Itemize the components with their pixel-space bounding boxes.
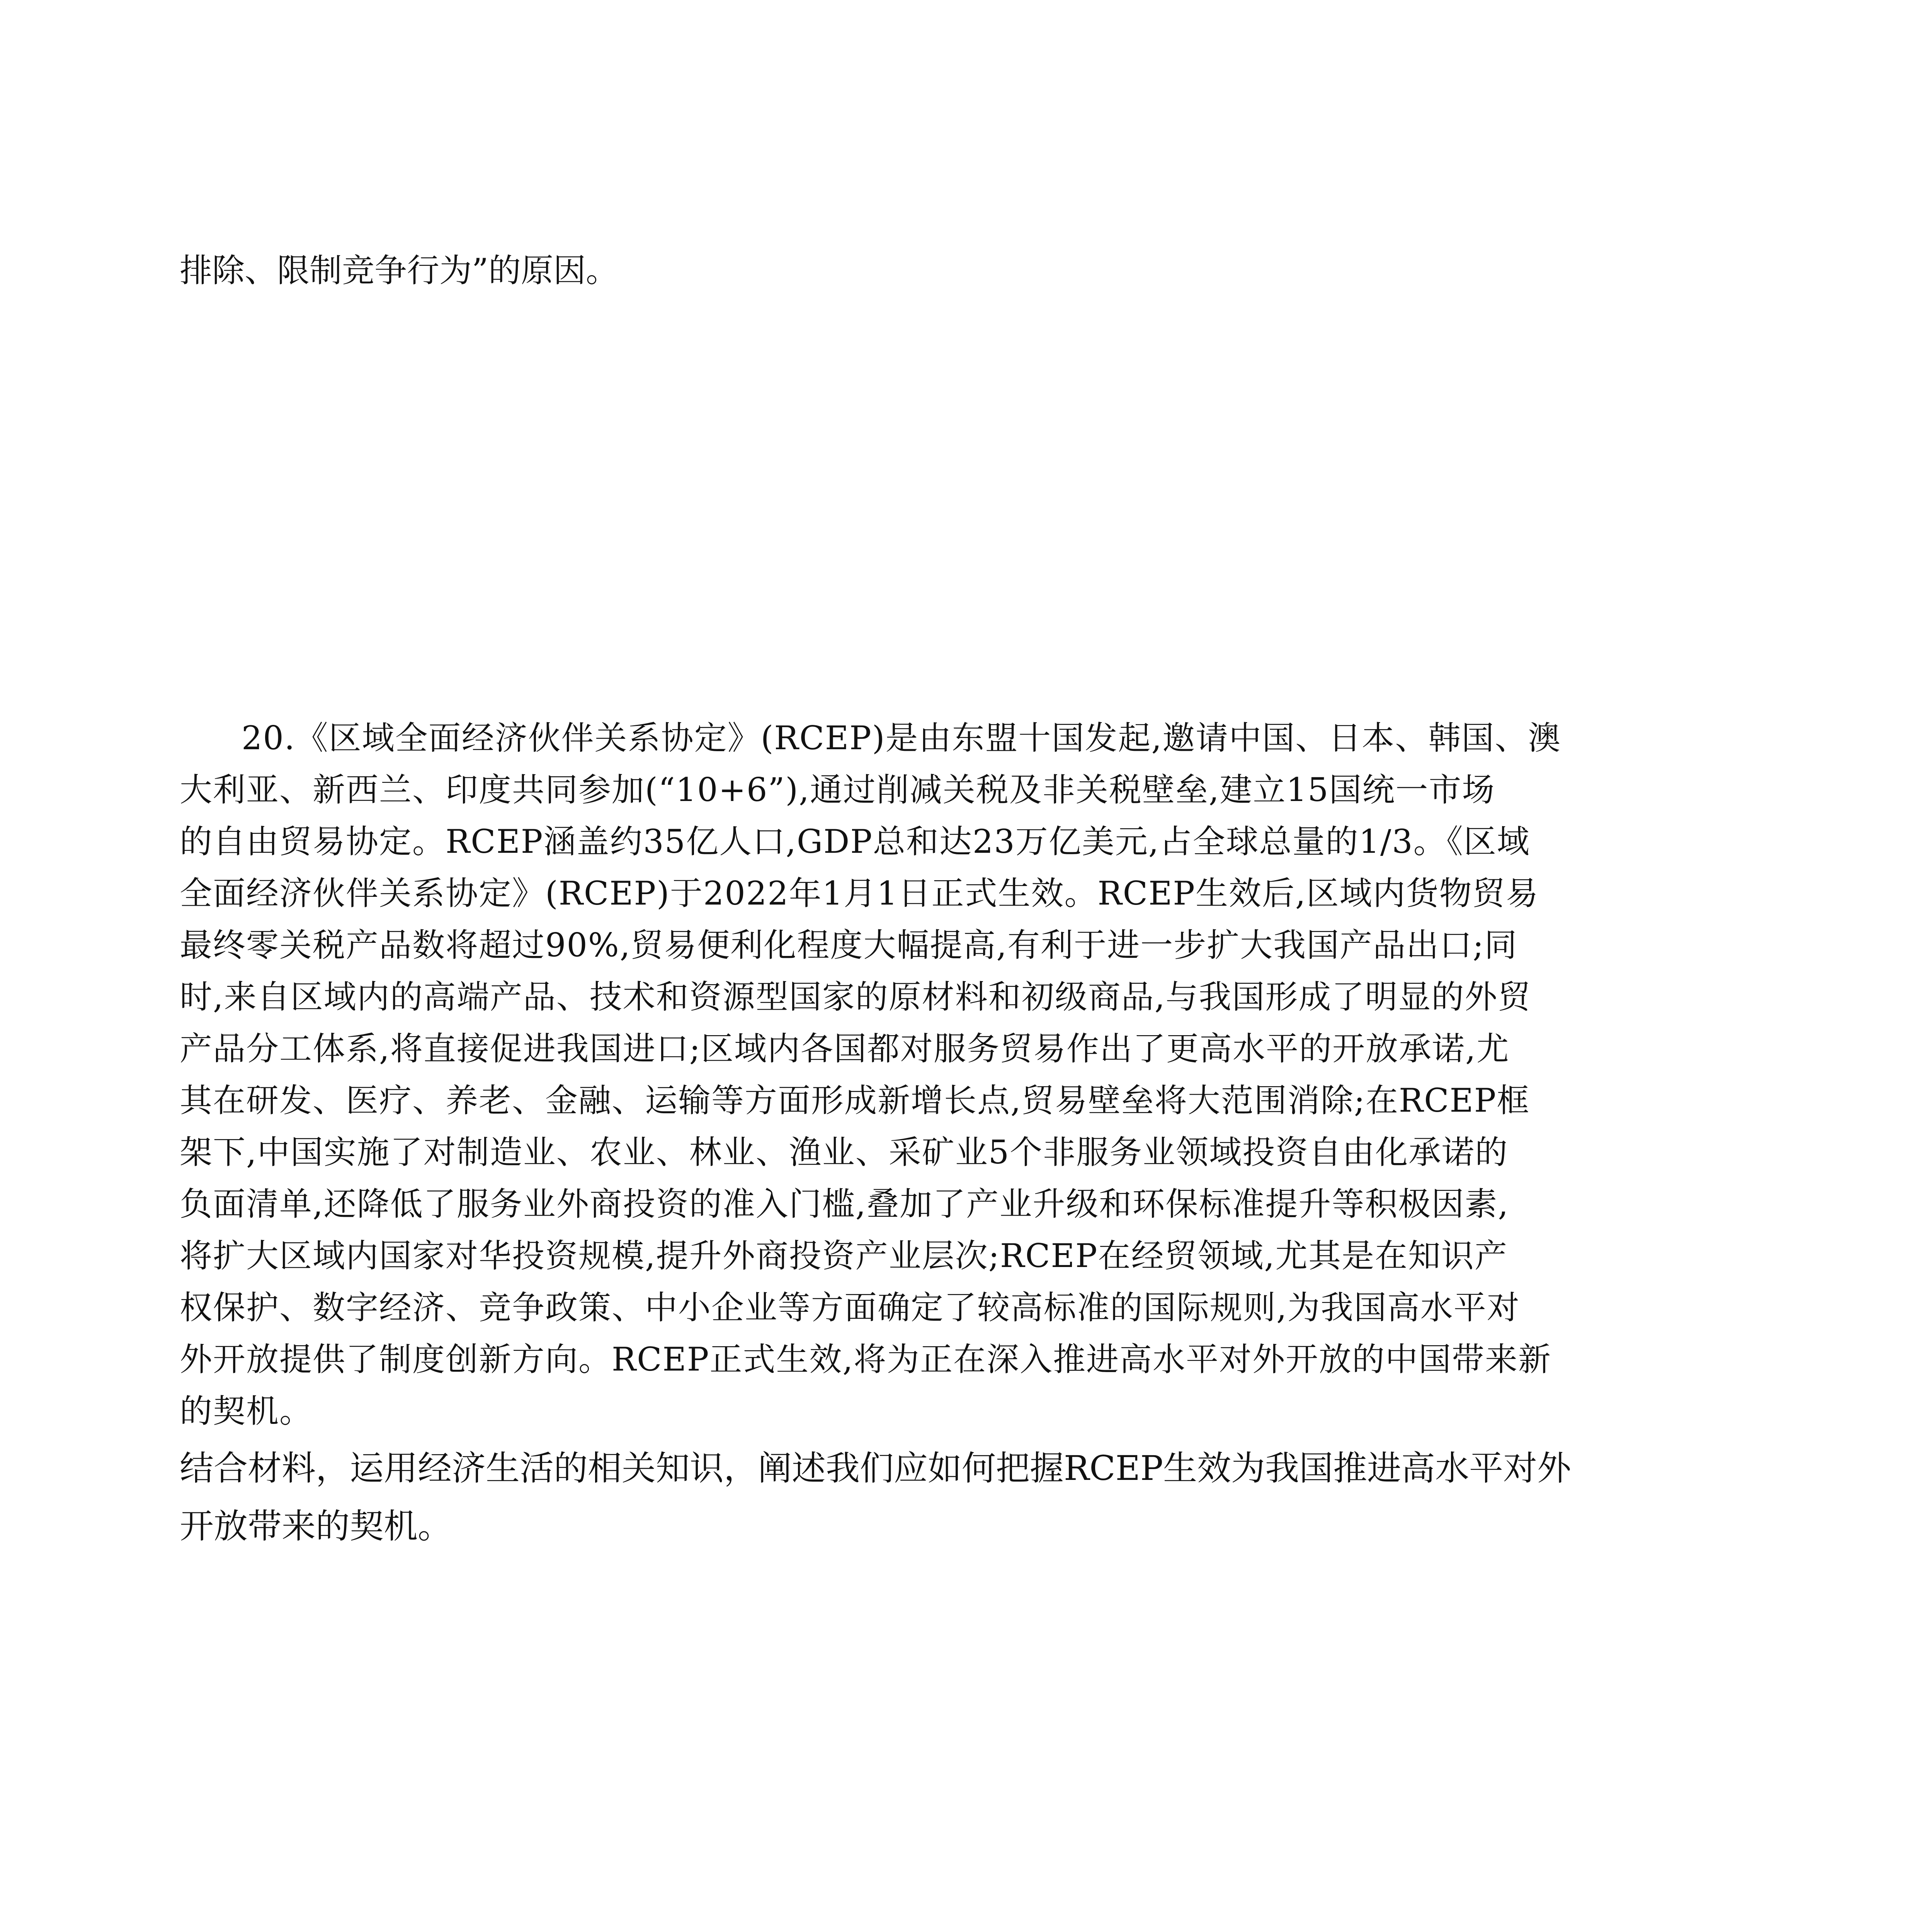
question-paragraph-line-9: 架下,中国实施了对制造业、农业、林业、渔业、采矿业5个非服务业领域投资自由化承诺的 — [180, 1133, 1509, 1171]
question-paragraph-line-11: 将扩大区域内国家对华投资规模,提升外商投资产业层次;RCEP在经贸领域,尤其是在知识产 — [180, 1237, 1508, 1275]
question-paragraph-line-8: 其在研发、医疗、养老、金融、运输等方面形成新增长点,贸易壁垒将大范围消除;在RCEP框 — [180, 1082, 1530, 1119]
question-paragraph-line-2: 大利亚、新西兰、印度共同参加(“10+6”),通过削减关税及非关税壁垒,建立15国统一市场 — [180, 771, 1495, 809]
question-paragraph-line-10: 负面清单,还降低了服务业外商投资的准入门槛,叠加了产业升级和环保标准提升等积极因素, — [180, 1185, 1509, 1223]
question-paragraph-line-13: 外开放提供了制度创新方向。RCEP正式生效,将为正在深入推进高水平对外开放的中国带来新 — [180, 1340, 1552, 1378]
question-paragraph-line-5: 最终零关税产品数将超过90%,贸易便利化程度大幅提高,有利于进一步扩大我国产品出口;同 — [180, 926, 1518, 964]
question-paragraph-line-1: 20.《区域全面经济伙伴关系协定》(RCEP)是由东盟十国发起,邀请中国、日本、韩国、澳 — [242, 719, 1561, 757]
carryover-text: 排除、限制竞争行为”的原因。 — [180, 252, 618, 289]
question-paragraph-line-12: 权保护、数字经济、竞争政策、中小企业等方面确定了较高标准的国际规则,为我国高水平对 — [180, 1289, 1520, 1327]
answer-prompt-line-1: 结合材料，运用经济生活的相关知识，阐述我们应如何把握RCEP生效为我国推进高水平对外 — [180, 1448, 1572, 1488]
question-paragraph-line-14: 的契机。 — [180, 1392, 313, 1430]
question-paragraph-line-7: 产品分工体系,将直接促进我国进口;区域内各国都对服务贸易作出了更高水平的开放承诺,尤 — [180, 1030, 1510, 1068]
question-paragraph-line-6: 时,来自区域内的高端产品、技术和资源型国家的原材料和初级商品,与我国形成了明显的外贸 — [180, 978, 1531, 1016]
question-paragraph-line-3: 的自由贸易协定。RCEP涵盖约35亿人口,GDP总和达23万亿美元,占全球总量的1/3。《区域 — [180, 823, 1530, 861]
question-paragraph-line-4: 全面经济伙伴关系协定》(RCEP)于2022年1月1日正式生效。RCEP生效后,区域内货物贸易 — [180, 874, 1539, 912]
answer-prompt-line-2: 开放带来的契机。 — [180, 1506, 452, 1546]
